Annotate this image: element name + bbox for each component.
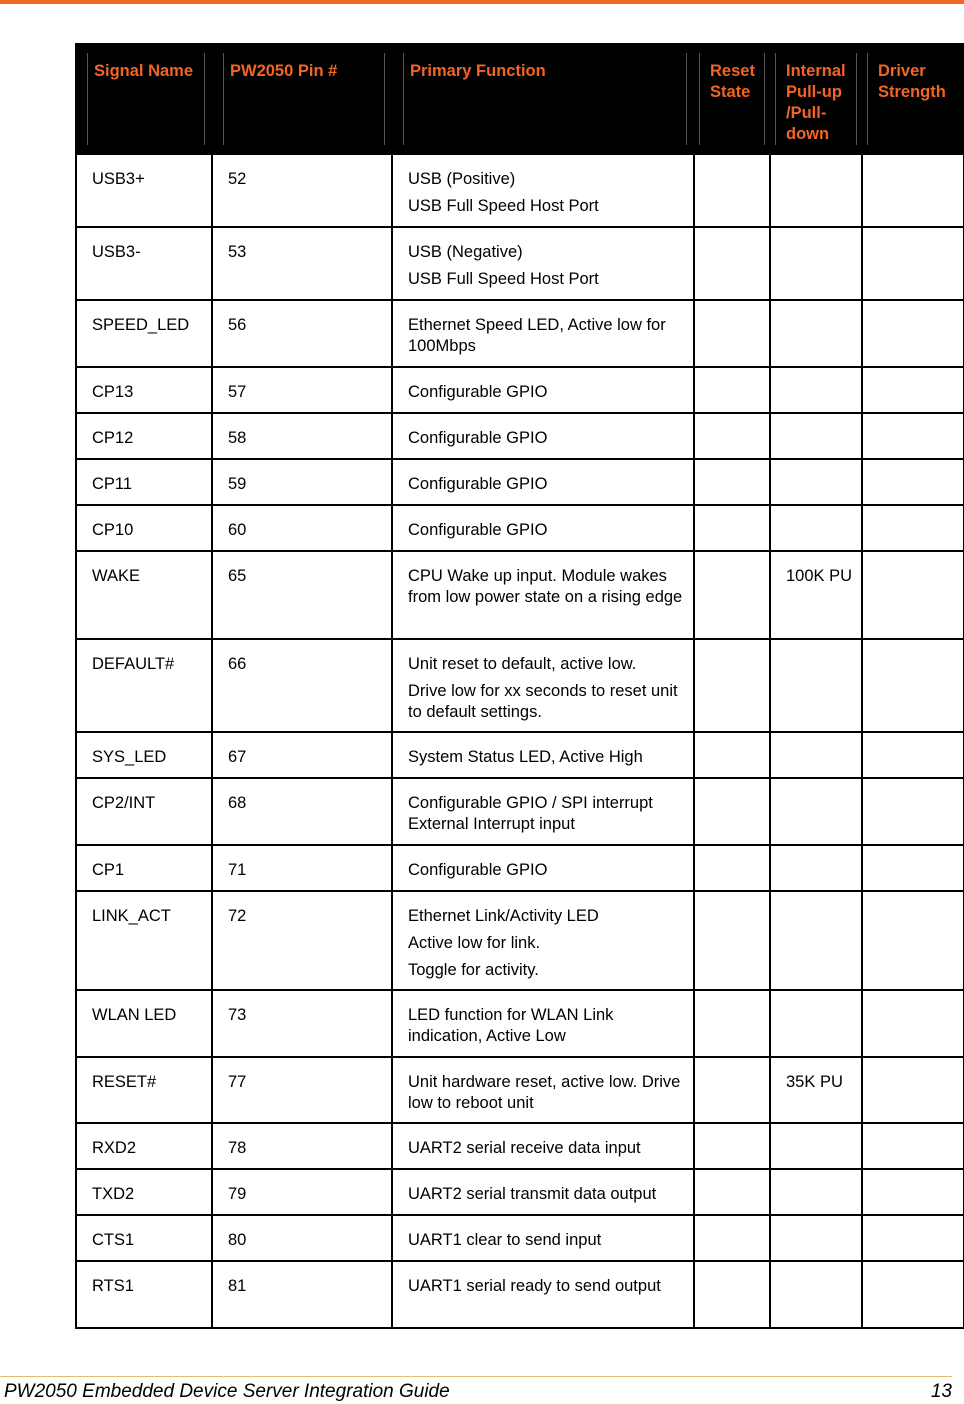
reset-state-cell <box>694 990 770 1057</box>
pull-cell <box>770 459 862 505</box>
table-row <box>76 154 964 227</box>
driver-strength-cell <box>862 505 964 551</box>
driver-strength-cell <box>862 1261 964 1328</box>
pull-cell <box>770 845 862 891</box>
pin-number-cell: 60 <box>212 505 392 551</box>
function-line: Drive low for xx seconds to reset unit to default settings. <box>408 682 678 721</box>
primary-function-cell <box>392 1169 694 1215</box>
driver-strength-cell <box>862 154 964 227</box>
signal-name-cell: USB3- <box>76 227 212 300</box>
reset-state-cell <box>694 1123 770 1169</box>
pin-number-cell: 73 <box>212 990 392 1057</box>
driver-strength-cell <box>862 1215 964 1261</box>
signal-name-cell: CP13 <box>76 367 212 413</box>
signal-name-cell: CP12 <box>76 413 212 459</box>
primary-function-cell <box>392 459 694 505</box>
function-line: System Status LED, Active High <box>408 748 643 766</box>
driver-strength-cell <box>862 367 964 413</box>
footer-rule <box>0 1376 952 1377</box>
signal-name-cell: CP11 <box>76 459 212 505</box>
primary-function-cell <box>392 505 694 551</box>
reset-state-cell <box>694 1057 770 1123</box>
reset-state-cell <box>694 459 770 505</box>
pin-number-cell: 65 <box>212 551 392 639</box>
function-line: CPU Wake up input. Module wakes from low power state on a rising edge <box>408 567 683 606</box>
pull-cell <box>770 154 862 227</box>
primary-function-cell <box>392 891 694 990</box>
pin-number-cell: 57 <box>212 367 392 413</box>
driver-strength-cell <box>862 891 964 990</box>
pull-cell <box>770 1261 862 1328</box>
header-signal-name: Signal Name <box>76 44 212 154</box>
pin-number-cell: 72 <box>212 891 392 990</box>
primary-function-cell <box>392 845 694 891</box>
primary-function-cell <box>392 154 694 227</box>
driver-strength-cell <box>862 413 964 459</box>
pin-table <box>75 43 964 1329</box>
pull-cell <box>770 639 862 732</box>
signal-name-cell: DEFAULT# <box>76 639 212 732</box>
pin-number-cell: 58 <box>212 413 392 459</box>
signal-name-cell: TXD2 <box>76 1169 212 1215</box>
signal-name-cell: WAKE <box>76 551 212 639</box>
driver-strength-cell <box>862 551 964 639</box>
function-line: Toggle for activity. <box>408 961 539 979</box>
pull-cell <box>770 367 862 413</box>
header-reset-state: Reset State <box>694 44 770 154</box>
table-row <box>76 367 964 413</box>
reset-state-cell <box>694 845 770 891</box>
pull-cell <box>770 413 862 459</box>
table-row <box>76 551 964 639</box>
table-row <box>76 459 964 505</box>
pull-cell <box>770 891 862 990</box>
reset-state-cell <box>694 505 770 551</box>
function-line: Unit reset to default, active low. <box>408 655 637 673</box>
pull-cell: 100K PU <box>770 551 862 639</box>
reset-state-cell <box>694 639 770 732</box>
function-line: Unit hardware reset, active low. Drive low to reboot unit <box>408 1073 681 1112</box>
table-row <box>76 1057 964 1123</box>
pull-cell: 35K PU <box>770 1057 862 1123</box>
table-row <box>76 1169 964 1215</box>
primary-function-cell <box>392 1215 694 1261</box>
pin-number-cell: 71 <box>212 845 392 891</box>
pull-cell <box>770 990 862 1057</box>
function-line: Active low for link. <box>408 934 541 952</box>
function-line: Configurable GPIO / SPI interrupt External Interrupt input <box>408 794 653 833</box>
reset-state-cell <box>694 1169 770 1215</box>
driver-strength-cell <box>862 1123 964 1169</box>
table-row <box>76 845 964 891</box>
function-line: Configurable GPIO <box>408 383 548 401</box>
pull-cell <box>770 778 862 845</box>
driver-strength-cell <box>862 1057 964 1123</box>
function-line: Configurable GPIO <box>408 521 548 539</box>
pin-number-cell: 80 <box>212 1215 392 1261</box>
signal-name-cell: CTS1 <box>76 1215 212 1261</box>
signal-name-cell: USB3+ <box>76 154 212 227</box>
driver-strength-cell <box>862 732 964 778</box>
pull-cell <box>770 1123 862 1169</box>
reset-state-cell <box>694 891 770 990</box>
primary-function-cell <box>392 778 694 845</box>
signal-name-cell: RXD2 <box>76 1123 212 1169</box>
function-line: UART1 clear to send input <box>408 1231 602 1249</box>
reset-state-cell <box>694 551 770 639</box>
primary-function-cell <box>392 413 694 459</box>
table-row <box>76 778 964 845</box>
signal-name-cell: SPEED_LED <box>76 300 212 367</box>
header-pull: Internal Pull-up /Pull-down <box>770 44 862 154</box>
function-line: Configurable GPIO <box>408 861 548 879</box>
pin-number-cell: 56 <box>212 300 392 367</box>
driver-strength-cell <box>862 845 964 891</box>
reset-state-cell <box>694 1261 770 1328</box>
pull-cell <box>770 300 862 367</box>
primary-function-cell <box>392 1261 694 1328</box>
function-line: USB Full Speed Host Port <box>408 197 599 215</box>
reset-state-cell <box>694 227 770 300</box>
reset-state-cell <box>694 1215 770 1261</box>
table-body <box>76 154 964 1328</box>
function-line: Configurable GPIO <box>408 475 548 493</box>
primary-function-cell <box>392 732 694 778</box>
table-row <box>76 891 964 990</box>
driver-strength-cell <box>862 990 964 1057</box>
pin-number-cell: 81 <box>212 1261 392 1328</box>
signal-name-cell: CP1 <box>76 845 212 891</box>
reset-state-cell <box>694 367 770 413</box>
signal-name-cell: WLAN LED <box>76 990 212 1057</box>
pin-number-cell: 77 <box>212 1057 392 1123</box>
pull-cell <box>770 1215 862 1261</box>
top-rule <box>0 0 964 4</box>
header-driver-strength: Driver Strength <box>862 44 964 154</box>
function-line: USB (Negative) <box>408 243 523 261</box>
table-row <box>76 732 964 778</box>
signal-name-cell: CP2/INT <box>76 778 212 845</box>
pin-number-cell: 68 <box>212 778 392 845</box>
function-line: Ethernet Speed LED, Active low for 100Mbps <box>408 316 666 355</box>
pull-cell <box>770 505 862 551</box>
table-row <box>76 505 964 551</box>
primary-function-cell <box>392 367 694 413</box>
table-row <box>76 1123 964 1169</box>
driver-strength-cell <box>862 639 964 732</box>
reset-state-cell <box>694 154 770 227</box>
table-row <box>76 990 964 1057</box>
pin-number-cell: 78 <box>212 1123 392 1169</box>
primary-function-cell <box>392 300 694 367</box>
reset-state-cell <box>694 778 770 845</box>
table-row <box>76 300 964 367</box>
signal-name-cell: LINK_ACT <box>76 891 212 990</box>
table-row <box>76 413 964 459</box>
signal-name-cell: RESET# <box>76 1057 212 1123</box>
driver-strength-cell <box>862 459 964 505</box>
primary-function-cell <box>392 551 694 639</box>
pull-cell <box>770 732 862 778</box>
pin-number-cell: 52 <box>212 154 392 227</box>
function-line: Ethernet Link/Activity LED <box>408 907 599 925</box>
pin-number-cell: 53 <box>212 227 392 300</box>
function-line: USB Full Speed Host Port <box>408 270 599 288</box>
driver-strength-cell <box>862 778 964 845</box>
pull-cell <box>770 227 862 300</box>
function-line: UART1 serial ready to send output <box>408 1277 661 1295</box>
table-row <box>76 227 964 300</box>
reset-state-cell <box>694 413 770 459</box>
primary-function-cell <box>392 1123 694 1169</box>
pin-number-cell: 66 <box>212 639 392 732</box>
primary-function-cell <box>392 639 694 732</box>
function-line: Configurable GPIO <box>408 429 548 447</box>
reset-state-cell <box>694 732 770 778</box>
signal-name-cell: SYS_LED <box>76 732 212 778</box>
table-row <box>76 1215 964 1261</box>
table-row <box>76 639 964 732</box>
function-line: UART2 serial transmit data output <box>408 1185 657 1203</box>
function-line: USB (Positive) <box>408 170 516 188</box>
primary-function-cell <box>392 227 694 300</box>
header-primary-function: Primary Function <box>392 44 694 154</box>
function-line: UART2 serial receive data input <box>408 1139 641 1157</box>
table-row <box>76 1261 964 1328</box>
signal-name-cell: RTS1 <box>76 1261 212 1328</box>
footer-document-title: PW2050 Embedded Device Server Integration Guide <box>4 1381 450 1402</box>
pull-cell <box>770 1169 862 1215</box>
header-pin-number: PW2050 Pin # <box>212 44 392 154</box>
reset-state-cell <box>694 300 770 367</box>
driver-strength-cell <box>862 300 964 367</box>
function-line: LED function for WLAN Link indication, Active Low <box>408 1006 614 1045</box>
driver-strength-cell <box>862 227 964 300</box>
primary-function-cell <box>392 990 694 1057</box>
footer-page-number: 13 <box>930 1381 952 1402</box>
driver-strength-cell <box>862 1169 964 1215</box>
pin-number-cell: 59 <box>212 459 392 505</box>
pin-number-cell: 67 <box>212 732 392 778</box>
table-header-row <box>76 44 964 154</box>
pin-number-cell: 79 <box>212 1169 392 1215</box>
signal-name-cell: CP10 <box>76 505 212 551</box>
primary-function-cell <box>392 1057 694 1123</box>
